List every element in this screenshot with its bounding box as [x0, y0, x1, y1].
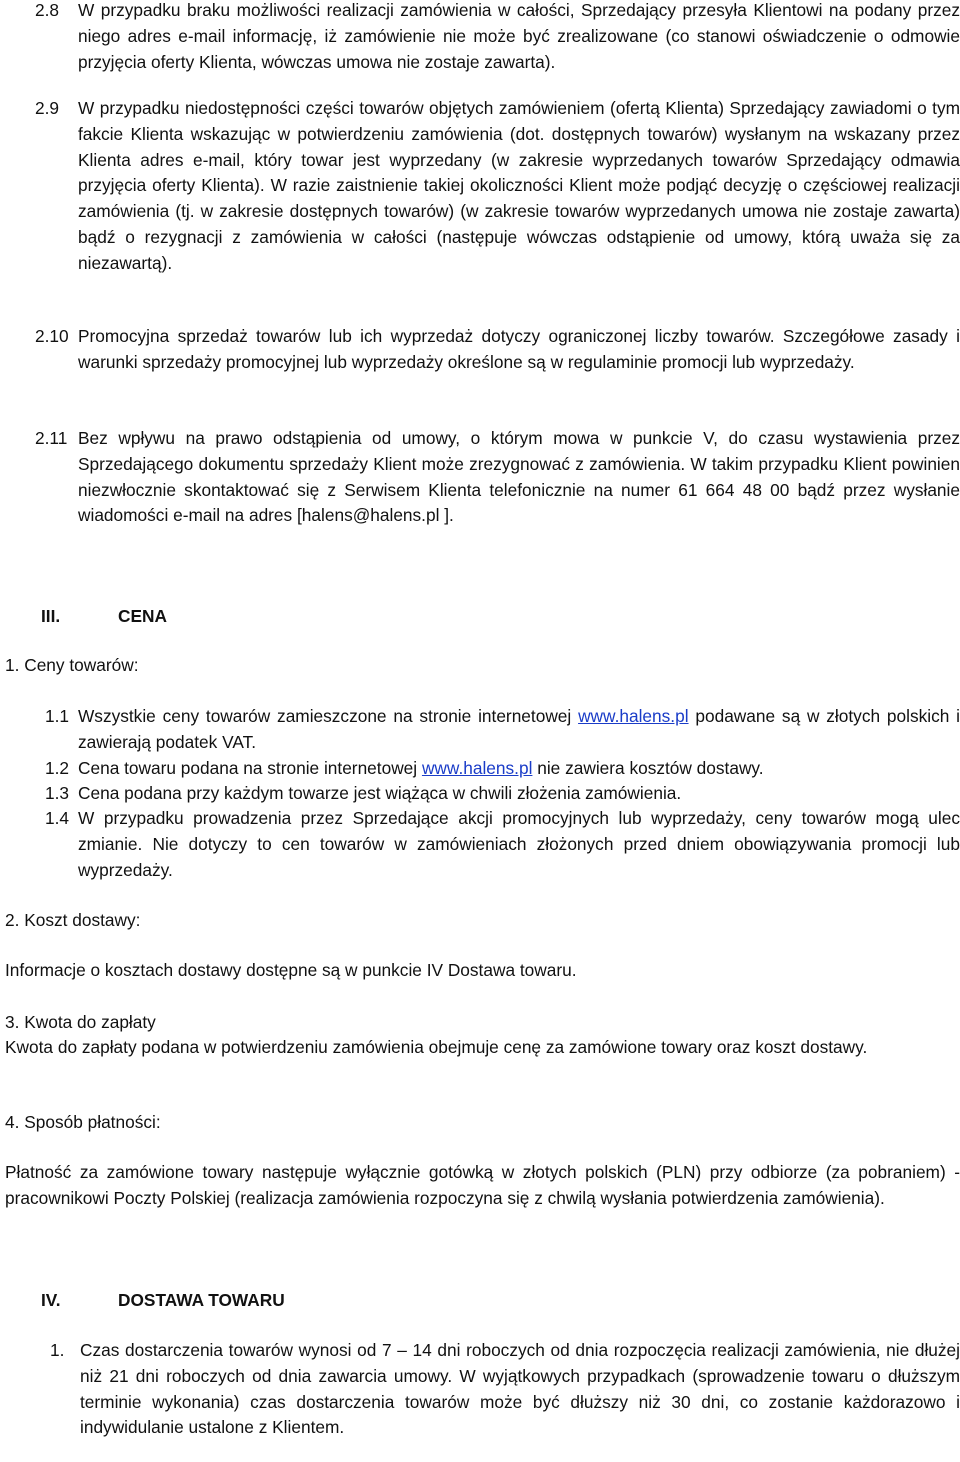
- subheading-sposob: 4. Sposób płatności:: [5, 1112, 161, 1132]
- item-text: [78, 704, 960, 756]
- clause-number: 2.8: [35, 0, 60, 20]
- item-text: Cena podana przy każdym towarze jest wiążąca w chwili złożenia zamówienia.: [78, 783, 682, 803]
- clause-number: 2.9: [35, 98, 60, 118]
- koszt-text: Informacje o kosztach dostawy dostępne są w punkcie IV Dostawa towaru.: [5, 960, 577, 980]
- section-title: DOSTAWA TOWARU: [118, 1290, 285, 1310]
- section-heading-dostawa: [0, 1288, 960, 1314]
- item-1-4: [0, 806, 960, 883]
- item-number: 1.: [50, 1340, 65, 1360]
- clause-text: W przypadku braku możliwości realizacji zamówienia w całości, Sprzedający przesyła Klientowi na podany przez niego adres e-mail informację, iż zamówienie nie może być zrealizowane (co stanowi oświadczenie o odmowie przyjęcia oferty Klienta, wówczas umowa nie zostaje zawarta).: [78, 0, 960, 72]
- item-number: 1.3: [45, 783, 70, 803]
- clause-text-part-b: W razie zaistnienie takiej okoliczności Klient może podjąć decyzję o częściowej realizacji zamówienia (tj. w zakresie dostępnych towarów) (w zakresie towarów wyprzedanych umowa nie zostaje zawarta) bądź o rezygnacji z zamówienia w całości (następuje wówczas odstąpienie od umowy, którą uważa się za niezawartą).: [78, 175, 960, 273]
- halens-link[interactable]: www.halens.pl: [421, 758, 533, 778]
- item-text: W przypadku prowadzenia przez Sprzedające akcji promocyjnych lub wyprzedaży, ceny towarów mogą ulec zmianie. Nie dotyczy to cen towarów w zamówieniach złożonych przed dniem obowiązywania promocji lub wyprzedaży.: [78, 808, 960, 880]
- clause-number: 2.10: [35, 326, 69, 346]
- section-heading-cena: [0, 604, 960, 630]
- section-number: III.: [41, 606, 61, 626]
- item-number: 1.4: [45, 808, 70, 828]
- clause-2-10: [0, 324, 960, 376]
- item-text: [78, 756, 960, 782]
- subheading-ceny: 1. Ceny towarów:: [5, 655, 139, 675]
- section-title: CENA: [118, 606, 167, 626]
- subheading-koszt: 2. Koszt dostawy:: [5, 910, 141, 930]
- clause-text-part-a: W przypadku niedostępności części towarów objętych zamówieniem (ofertą Klienta) Sprzedający zawiadomi o tym fakcie Klienta wskazując w potwierdzeniu zamówienia (dot. dostępnych towarów) wysłanym na wskazany przez Klienta adres e-mail, który towar jest wyprzedany (w zakresie wyprzedanych towarów Sprzedający odmawia przyjęcia oferty Klienta).: [78, 98, 960, 196]
- dostawa-item-1: [0, 1338, 960, 1441]
- item-1-2: [0, 756, 960, 782]
- item-number: 1.2: [45, 758, 70, 778]
- item-text-post: nie zawiera kosztów dostawy.: [537, 758, 764, 778]
- clause-text: Bez wpływu na prawo odstąpienia od umowy, o którym mowa w punkcie V, do czasu wystawienia przez Sprzedającego dokumentu sprzedaży Klient może zrezygnować z zamówienia. W takim przypadku Klient powinien niezwłocznie skontaktować się z Serwisem Klienta telefonicznie na numer 61 664 48 00 bądź przez wysłanie wiadomości e-mail na adres [halens@halens.pl ].: [78, 428, 960, 526]
- item-number: 1.1: [45, 706, 70, 726]
- clause-text: [78, 96, 960, 277]
- section-number: IV.: [41, 1290, 61, 1310]
- item-1-1: [0, 704, 960, 756]
- clause-2-8: [0, 0, 960, 75]
- halens-link[interactable]: www.halens.pl: [578, 706, 689, 726]
- kwota-text: Kwota do zapłaty podana w potwierdzeniu zamówienia obejmuje cenę za zamówione towary oraz koszt dostawy.: [5, 1037, 868, 1057]
- item-text-pre: Wszystkie ceny towarów zamieszczone na stronie internetowej: [78, 706, 572, 726]
- clause-2-9: [0, 96, 960, 277]
- clause-2-11: [0, 426, 960, 529]
- subheading-kwota: 3. Kwota do zapłaty: [5, 1012, 156, 1032]
- item-text: Czas dostarczenia towarów wynosi od 7 – 14 dni roboczych od dnia rozpoczęcia realizacji zamówienia, nie dłużej niż 21 dni roboczych od dnia zawarcia umowy. W wyjątkowych przypadkach (sprowadzenie towaru o dłuższym terminie wykonania) czas dostarczenia towarów może być dłuższy niż 30 dni, co zostanie każdorazowo i indywidulanie ustalone z Klientem.: [80, 1340, 960, 1438]
- item-text-post: podawane są w złotych polskich i zawierają podatek VAT.: [78, 706, 960, 752]
- item-1-3: [0, 781, 960, 807]
- sposob-text: Płatność za zamówione towary następuje wyłącznie gotówką w złotych polskich (PLN) przy odbiorze (za pobraniem) - pracownikowi Poczty Polskiej (realizacja zamówienia rozpoczyna się z chwilą wysłania potwierdzenia zamówienia).: [5, 1162, 960, 1208]
- clause-text: Promocyjna sprzedaż towarów lub ich wyprzedaż dotyczy ograniczonej liczby towarów. Szczegółowe zasady i warunki sprzedaży promocyjnej lub wyprzedaży określone są w regulaminie promocji lub wyprzedaży.: [78, 326, 960, 372]
- item-text-pre: Cena towaru podana na stronie internetowej: [78, 758, 418, 778]
- clause-number: 2.11: [35, 428, 68, 448]
